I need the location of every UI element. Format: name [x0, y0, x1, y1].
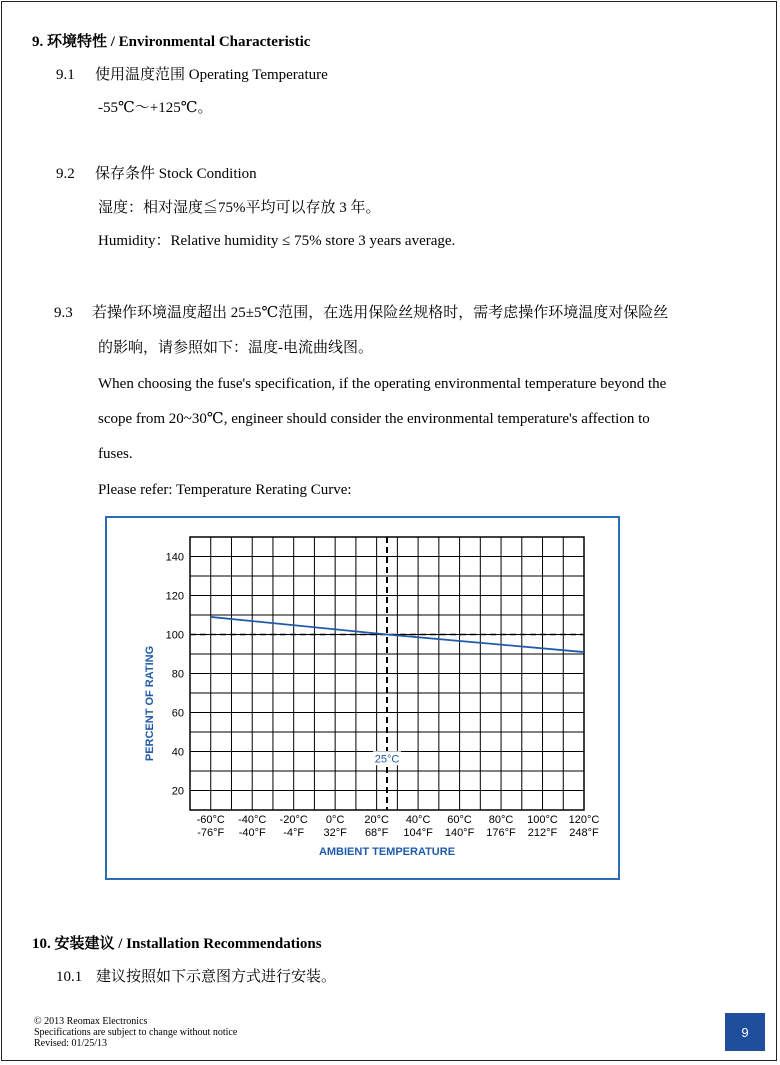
y-tick-label: 20: [171, 785, 184, 798]
x-tick-label-celsius: 100°C: [527, 814, 558, 826]
x-tick-label-fahrenheit: 248°F: [569, 827, 599, 839]
y-axis-title: PERCENT OF RATING: [144, 645, 156, 762]
x-tick-label-fahrenheit: 140°F: [444, 827, 475, 839]
x-tick-label-celsius: -60°C: [196, 814, 225, 826]
x-tick-label-celsius: 120°C: [568, 814, 600, 826]
document-page: [1, 1, 777, 1061]
section-9-1-number: 9.1: [56, 67, 75, 83]
section-10-1-number: 10.1: [56, 969, 83, 985]
y-tick-label: 100: [165, 629, 184, 642]
section-9-3-en-line2: scope from 20~30℃, engineer should consider the environmental temperature's affection to: [98, 411, 650, 427]
rerating-chart: [107, 518, 618, 878]
section-9-2-title: 保存条件 Stock Condition: [95, 166, 257, 182]
x-axis-title: AMBIENT TEMPERATURE: [318, 846, 456, 858]
x-tick-label-celsius: 20°C: [364, 814, 389, 826]
x-tick-label-fahrenheit: 212°F: [527, 827, 558, 839]
y-tick-label: 80: [171, 668, 184, 681]
x-tick-label-celsius: 0°C: [325, 814, 345, 826]
x-tick-label-fahrenheit: -76°F: [197, 827, 225, 839]
section-9-3-cn-line2: 的影响，请参照如下：温度-电流曲线图。: [98, 340, 373, 356]
rerating-chart-frame: [105, 516, 620, 880]
operating-temperature-value: -55℃～+125℃。: [98, 100, 213, 116]
x-tick-label-celsius: 40°C: [405, 814, 431, 826]
x-tick-label-celsius: -40°C: [238, 814, 267, 826]
section-10-heading: 10. 安装建议 / Installation Recommendations: [32, 936, 322, 952]
section-9-3-number: 9.3: [54, 305, 73, 321]
x-tick-label-fahrenheit: 68°F: [364, 827, 389, 839]
y-tick-label: 40: [171, 746, 184, 759]
section-9-heading: 9. 环境特性 / Environmental Characteristic: [32, 34, 311, 50]
footer-notice: Specifications are subject to change without notice: [34, 1027, 238, 1038]
y-tick-label: 120: [165, 590, 184, 603]
section-9-1-title: 使用温度范围 Operating Temperature: [95, 67, 328, 83]
section-9-2-number: 9.2: [56, 166, 75, 182]
reference-x-label: 25°C: [374, 753, 400, 766]
section-10-1-text: 建议按照如下示意图方式进行安装。: [96, 969, 337, 985]
page-number-badge: 9: [725, 1013, 765, 1051]
x-tick-label-fahrenheit: 176°F: [486, 827, 516, 839]
humidity-line-cn: 湿度：相对湿度≦75%平均可以存放 3 年。: [98, 200, 381, 216]
x-tick-label-celsius: 60°C: [447, 814, 472, 826]
chart-refer-text: Please refer: Temperature Rerating Curve:: [98, 482, 352, 498]
x-tick-label-fahrenheit: 104°F: [403, 827, 433, 839]
x-tick-label-fahrenheit: -40°F: [238, 827, 266, 839]
y-tick-label: 60: [171, 707, 184, 720]
section-9-3-en-line3: fuses.: [98, 446, 133, 462]
footer-revised: Revised: 01/25/13: [34, 1038, 108, 1049]
section-9-3-en-line1: When choosing the fuse's specification, if the operating environmental temperature beyond the: [98, 376, 667, 392]
footer-copyright: © 2013 Reomax Electronics: [34, 1016, 148, 1027]
y-tick-label: 140: [165, 551, 184, 564]
x-tick-label-celsius: -20°C: [279, 814, 308, 826]
x-tick-label-celsius: 80°C: [488, 814, 514, 826]
x-tick-label-fahrenheit: -4°F: [283, 827, 305, 839]
footer: [34, 1016, 237, 1049]
x-tick-label-fahrenheit: 32°F: [323, 827, 347, 839]
humidity-line-en: Humidity：Relative humidity ≤ 75% store 3 years average.: [98, 233, 456, 249]
section-9-3-cn-line1: 若操作环境温度超出 25±5℃范围，在选用保险丝规格时，需考虑操作环境温度对保险丝: [92, 305, 669, 321]
